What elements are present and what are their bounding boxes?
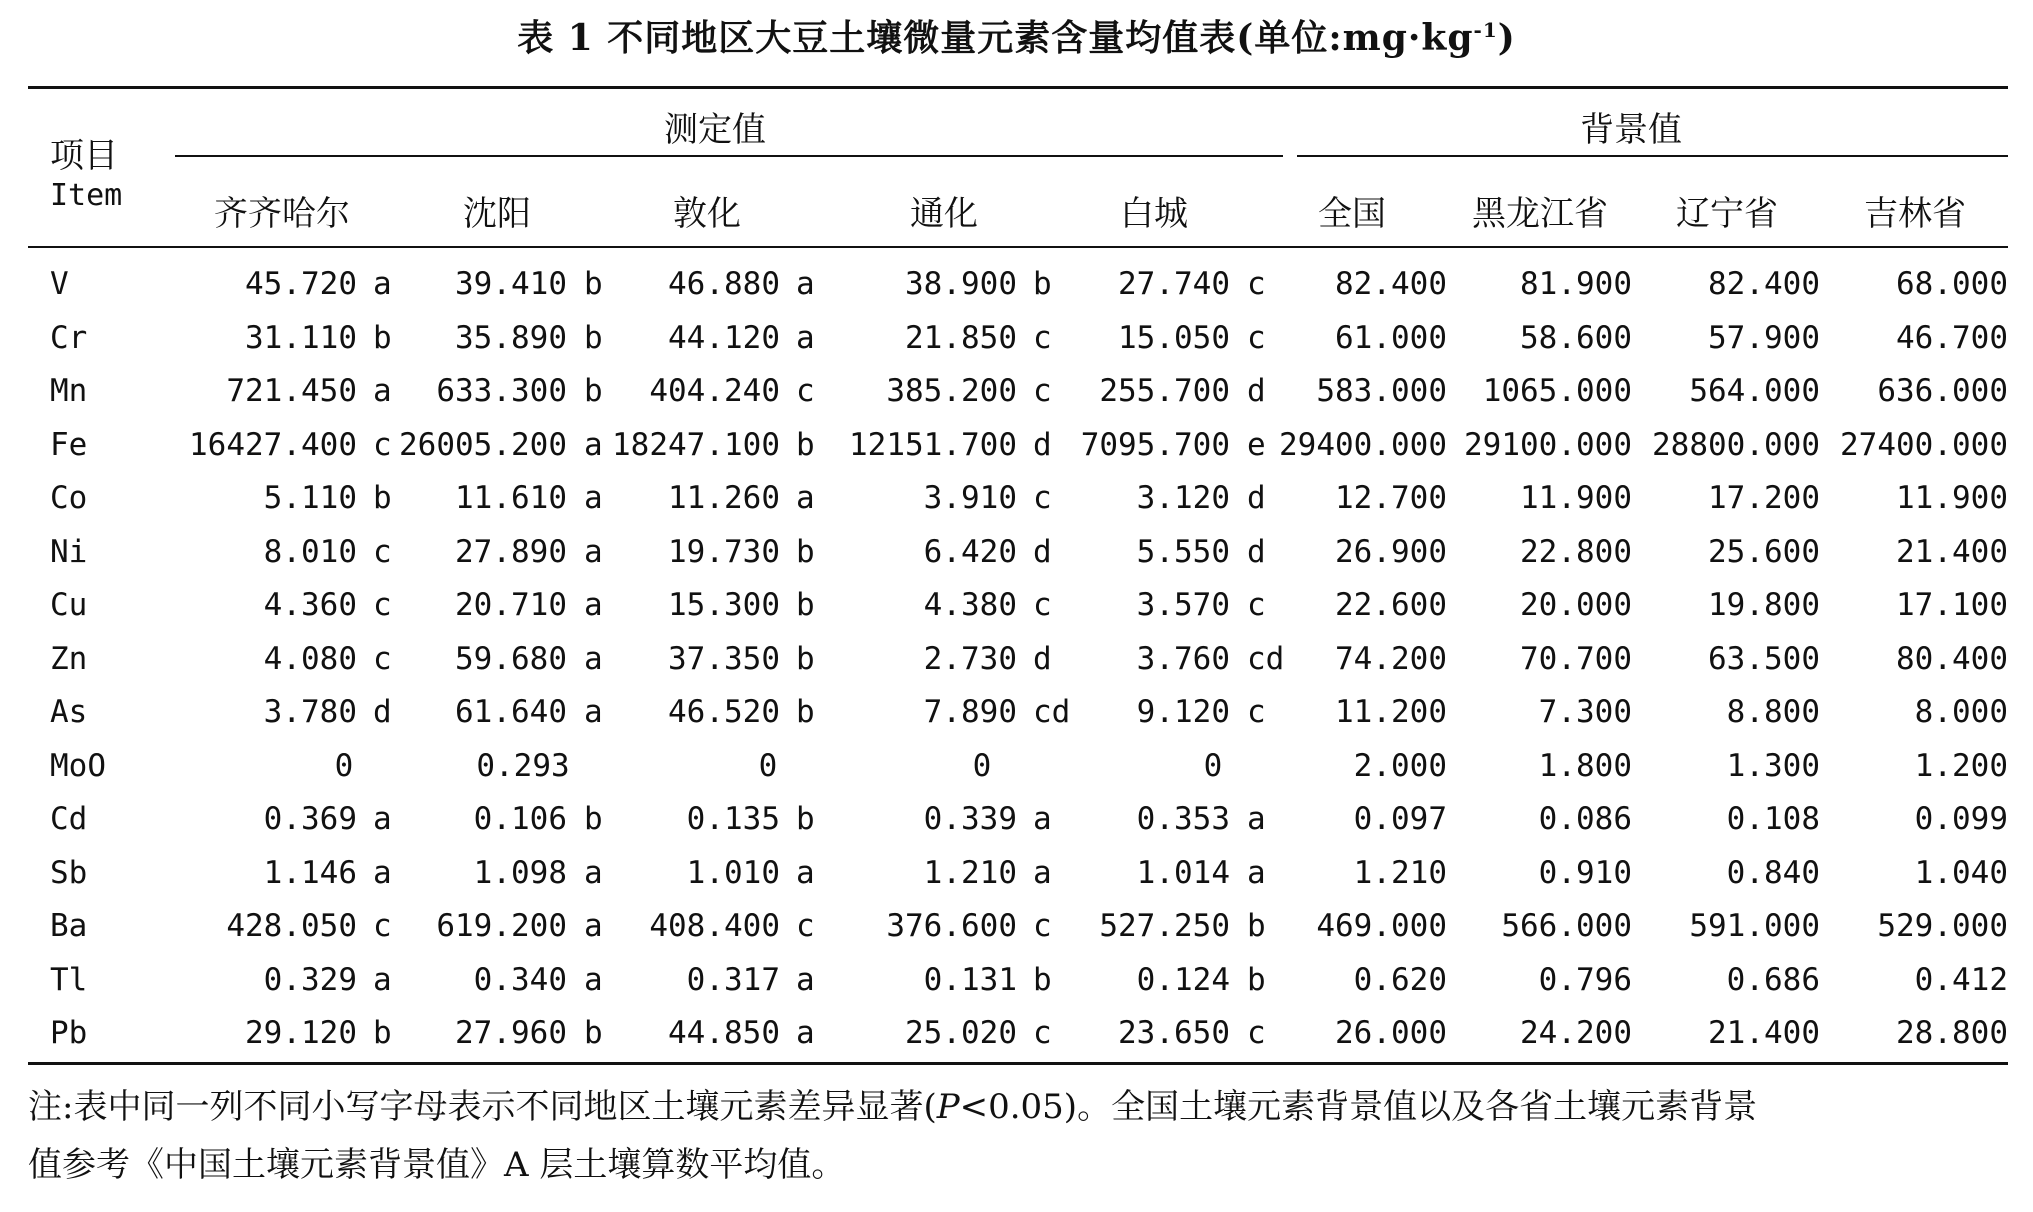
background-value: 28800.000 [1652, 426, 1820, 463]
measured-value: 27.740 [1118, 266, 1230, 302]
significance-letter: d [373, 694, 392, 730]
table-row [0, 312, 2033, 365]
significance-letter: c [1247, 587, 1266, 623]
measured-value: 46.520 [668, 694, 780, 730]
background-value: 20.000 [1520, 587, 1632, 623]
measured-value: 35.890 [455, 319, 567, 356]
measured-value: 0.293 [476, 747, 570, 784]
background-value: 21.400 [1896, 533, 2008, 570]
measured-value: 59.680 [455, 640, 567, 677]
significance-letter: b [373, 480, 392, 516]
significance-letter: a [796, 1015, 815, 1051]
significance-letter: d [1247, 480, 1266, 516]
measured-value: 0.124 [1136, 961, 1230, 998]
measured-value: 6.420 [923, 533, 1017, 570]
significance-letter: b [796, 533, 815, 570]
table-row [0, 686, 2033, 739]
measured-value: 23.650 [1118, 1015, 1230, 1051]
measured-value: 408.400 [649, 908, 780, 944]
background-value: 82.400 [1708, 266, 1820, 302]
column-header: 沈阳 [463, 194, 531, 234]
significance-letter: a [796, 854, 815, 891]
significance-letter: cd [1033, 694, 1071, 730]
significance-letter: a [584, 426, 603, 463]
significance-letter: b [584, 801, 603, 837]
measured-value: 1.014 [1136, 854, 1230, 891]
note-line-1 [28, 1078, 2008, 1136]
significance-letter: c [1247, 694, 1266, 730]
measured-value: 45.720 [245, 266, 357, 302]
measured-value: 0.131 [923, 961, 1017, 998]
background-value: 74.200 [1335, 640, 1447, 677]
background-value: 82.400 [1335, 266, 1447, 302]
measured-value: 11.260 [668, 480, 780, 516]
significance-letter: a [584, 961, 603, 998]
background-value: 583.000 [1316, 373, 1447, 409]
background-value: 591.000 [1689, 908, 1820, 944]
table-row [0, 579, 2033, 632]
caption-superscript: -1 [1473, 18, 1498, 42]
background-value: 1.800 [1538, 747, 1632, 784]
background-value: 0.108 [1726, 801, 1820, 837]
significance-letter: b [796, 801, 815, 837]
column-header: 敦化 [673, 194, 741, 234]
column-header: 白城 [1120, 194, 1188, 234]
significance-letter: b [584, 1015, 603, 1051]
measured-value: 3.120 [1136, 480, 1230, 516]
measured-value: 29.120 [245, 1015, 357, 1051]
measured-value: 0 [972, 747, 992, 784]
caption-suffix: ) [1497, 17, 1516, 59]
column-header: 黑龙江省 [1472, 194, 1608, 234]
measured-value: 385.200 [886, 373, 1017, 409]
item-cell: Ni [50, 533, 88, 570]
background-value: 0.686 [1726, 961, 1820, 998]
significance-letter: cd [1247, 640, 1285, 677]
significance-letter: c [373, 908, 392, 944]
background-value: 0.086 [1538, 801, 1632, 837]
measured-value: 3.910 [923, 480, 1017, 516]
significance-letter: a [373, 801, 392, 837]
measured-value: 0.106 [473, 801, 567, 837]
background-value: 22.800 [1520, 533, 1632, 570]
measured-value: 39.410 [455, 266, 567, 302]
significance-letter: a [1247, 801, 1266, 837]
significance-letter: b [584, 266, 603, 302]
note-line-2: 值参考《中国土壤元素背景值》A 层土壤算数平均值。 [28, 1145, 846, 1185]
background-value: 22.600 [1335, 587, 1447, 623]
item-cell: Co [50, 480, 88, 516]
header-bottom-rule [28, 246, 2008, 248]
significance-letter: c [1033, 319, 1052, 356]
significance-letter: a [1247, 854, 1266, 891]
background-value: 0.840 [1726, 854, 1820, 891]
table-row [0, 793, 2033, 846]
background-value: 17.200 [1708, 480, 1820, 516]
background-value: 68.000 [1896, 266, 2008, 302]
significance-letter: a [1033, 801, 1052, 837]
measured-value: 2.730 [923, 640, 1017, 677]
measured-value: 37.350 [668, 640, 780, 677]
measured-value: 5.550 [1136, 533, 1230, 570]
note-p-symbol: P [936, 1087, 960, 1127]
significance-letter: b [373, 319, 392, 356]
background-value: 11.900 [1520, 480, 1632, 516]
column-header: 齐齐哈尔 [214, 194, 350, 234]
table-row [0, 740, 2033, 793]
significance-letter: c [1247, 1015, 1266, 1051]
significance-letter: b [1247, 908, 1266, 944]
measured-value: 0.135 [686, 801, 780, 837]
measured-value: 633.300 [436, 373, 567, 409]
background-value: 11.200 [1335, 694, 1447, 730]
note-text-b: <0.05)。全国土壤元素背景值以及各省土壤元素背景 [959, 1087, 1758, 1127]
background-value: 7.300 [1538, 694, 1632, 730]
item-cell: MoO [50, 747, 106, 784]
measured-value: 12151.700 [849, 426, 1017, 463]
significance-letter: a [584, 640, 603, 677]
measured-value: 0 [1203, 747, 1223, 784]
measured-value: 46.880 [668, 266, 780, 302]
significance-letter: a [796, 961, 815, 998]
measured-value: 19.730 [668, 533, 780, 570]
measured-value: 18247.100 [612, 426, 780, 463]
top-rule [28, 86, 2008, 89]
significance-letter: c [1247, 266, 1266, 302]
measured-group-header: 测定值 [664, 110, 766, 150]
significance-letter: a [373, 266, 392, 302]
significance-letter: b [796, 694, 815, 730]
background-value: 1065.000 [1482, 373, 1632, 409]
note-text-a: 注:表中同一列不同小写字母表示不同地区土壤元素差异显著( [28, 1087, 937, 1127]
significance-letter: a [584, 587, 603, 623]
significance-letter: a [584, 908, 603, 944]
background-value: 27400.000 [1840, 426, 2008, 463]
significance-letter: d [1247, 533, 1266, 570]
item-cell: Zn [50, 640, 88, 677]
item-cell: Tl [50, 961, 88, 998]
measured-value: 9.120 [1136, 694, 1230, 730]
item-cell: Pb [50, 1015, 88, 1051]
background-value: 61.000 [1335, 319, 1447, 356]
measured-value: 721.450 [226, 373, 357, 409]
measured-value: 20.710 [455, 587, 567, 623]
background-value: 636.000 [1877, 373, 2008, 409]
background-value: 57.900 [1708, 319, 1820, 356]
background-value: 1.210 [1353, 854, 1447, 891]
significance-letter: a [1033, 854, 1052, 891]
measured-value: 16427.400 [189, 426, 357, 463]
background-value: 63.500 [1708, 640, 1820, 677]
background-value: 566.000 [1501, 908, 1632, 944]
significance-letter: a [373, 961, 392, 998]
measured-value: 7.890 [923, 694, 1017, 730]
significance-letter: b [373, 1015, 392, 1051]
background-value: 11.900 [1896, 480, 2008, 516]
significance-letter: a [373, 373, 392, 409]
measured-value: 0.340 [473, 961, 567, 998]
background-value: 1.200 [1914, 747, 2008, 784]
background-value: 58.600 [1520, 319, 1632, 356]
background-value: 28.800 [1896, 1015, 2008, 1051]
significance-letter: a [584, 480, 603, 516]
significance-letter: b [1033, 961, 1052, 998]
significance-letter: e [1247, 426, 1266, 463]
significance-letter: b [796, 640, 815, 677]
table-row [0, 526, 2033, 579]
background-value: 29100.000 [1464, 426, 1632, 463]
background-value: 8.000 [1914, 694, 2008, 730]
measured-value: 61.640 [455, 694, 567, 730]
item-cell: Fe [50, 426, 88, 463]
measured-value: 527.250 [1099, 908, 1230, 944]
table-row [0, 419, 2033, 472]
significance-letter: c [1033, 1015, 1052, 1051]
background-value: 21.400 [1708, 1015, 1820, 1051]
item-cell: Cd [50, 801, 88, 837]
significance-letter: c [373, 587, 392, 623]
background-value: 0.796 [1538, 961, 1632, 998]
measured-value: 619.200 [436, 908, 567, 944]
bottom-rule [28, 1062, 2008, 1065]
measured-value: 0 [758, 747, 778, 784]
measured-value: 428.050 [226, 908, 357, 944]
item-cell: Ba [50, 908, 88, 944]
significance-letter: a [796, 480, 815, 516]
column-header: 全国 [1318, 194, 1386, 234]
significance-letter: a [584, 854, 603, 891]
table-row [0, 954, 2033, 1007]
significance-letter: a [796, 319, 815, 356]
significance-letter: a [584, 694, 603, 730]
measured-value: 255.700 [1099, 373, 1230, 409]
column-header: 吉林省 [1864, 194, 1966, 234]
measured-value: 1.098 [473, 854, 567, 891]
background-group-header: 背景值 [1580, 110, 1682, 150]
table-row [0, 365, 2033, 418]
item-cell: As [50, 694, 88, 730]
caption-text: 表 1 不同地区大豆土壤微量元素含量均值表(单位:mg·kg [517, 17, 1474, 59]
table-row [0, 900, 2033, 953]
significance-letter: d [1033, 426, 1052, 463]
table-note [28, 1078, 2008, 1194]
background-group-rule [1297, 155, 2008, 157]
measured-value: 4.380 [923, 587, 1017, 623]
measured-value: 0.369 [263, 801, 357, 837]
background-value: 8.800 [1726, 694, 1820, 730]
measured-value: 3.760 [1136, 640, 1230, 677]
background-value: 1.300 [1726, 747, 1820, 784]
measured-value: 0 [334, 747, 354, 784]
measured-group-rule [175, 155, 1283, 157]
measured-value: 4.360 [263, 587, 357, 623]
significance-letter: b [584, 319, 603, 356]
table-row [0, 472, 2033, 525]
significance-letter: b [796, 587, 815, 623]
table-row [0, 1007, 2033, 1060]
column-header: 辽宁省 [1676, 194, 1778, 234]
measured-value: 3.780 [263, 694, 357, 730]
background-value: 1.040 [1914, 854, 2008, 891]
significance-letter: a [584, 533, 603, 570]
measured-value: 15.050 [1118, 319, 1230, 356]
measured-value: 8.010 [263, 533, 357, 570]
background-value: 0.620 [1353, 961, 1447, 998]
background-value: 26.000 [1335, 1015, 1447, 1051]
table-row [0, 633, 2033, 686]
significance-letter: d [1247, 373, 1266, 409]
measured-value: 1.210 [923, 854, 1017, 891]
measured-value: 44.850 [668, 1015, 780, 1051]
background-value: 17.100 [1896, 587, 2008, 623]
background-value: 469.000 [1316, 908, 1447, 944]
significance-letter: c [1033, 587, 1052, 623]
significance-letter: c [1033, 908, 1052, 944]
measured-value: 0.317 [686, 961, 780, 998]
background-value: 0.099 [1914, 801, 2008, 837]
measured-value: 376.600 [886, 908, 1017, 944]
measured-value: 5.110 [263, 480, 357, 516]
significance-letter: d [1033, 640, 1052, 677]
measured-value: 7095.700 [1080, 426, 1230, 463]
significance-letter: c [1247, 319, 1266, 356]
table-row [0, 847, 2033, 900]
significance-letter: b [796, 426, 815, 463]
background-value: 29400.000 [1279, 426, 1447, 463]
measured-value: 11.610 [455, 480, 567, 516]
measured-value: 1.146 [263, 854, 357, 891]
column-header: 通化 [910, 194, 978, 234]
background-value: 0.910 [1538, 854, 1632, 891]
significance-letter: c [1033, 373, 1052, 409]
significance-letter: c [373, 533, 392, 570]
measured-value: 26005.200 [399, 426, 567, 463]
significance-letter: b [584, 373, 603, 409]
background-value: 80.400 [1896, 640, 2008, 677]
item-cell: Mn [50, 373, 88, 409]
measured-value: 1.010 [686, 854, 780, 891]
item-cell: Sb [50, 854, 88, 891]
item-cell: Cr [50, 319, 88, 356]
measured-value: 3.570 [1136, 587, 1230, 623]
significance-letter: c [373, 426, 392, 463]
significance-letter: a [796, 266, 815, 302]
measured-value: 31.110 [245, 319, 357, 356]
background-value: 0.097 [1353, 801, 1447, 837]
measured-value: 27.960 [455, 1015, 567, 1051]
background-value: 564.000 [1689, 373, 1820, 409]
background-value: 12.700 [1335, 480, 1447, 516]
background-value: 24.200 [1520, 1015, 1632, 1051]
measured-value: 27.890 [455, 533, 567, 570]
background-value: 2.000 [1353, 747, 1447, 784]
significance-letter: c [373, 640, 392, 677]
measured-value: 38.900 [905, 266, 1017, 302]
item-header-en: Item [50, 178, 123, 213]
item-cell: Cu [50, 587, 88, 623]
measured-value: 0.353 [1136, 801, 1230, 837]
measured-value: 0.329 [263, 961, 357, 998]
measured-value: 15.300 [668, 587, 780, 623]
measured-value: 44.120 [668, 319, 780, 356]
background-value: 25.600 [1708, 533, 1820, 570]
significance-letter: b [1033, 266, 1052, 302]
measured-value: 21.850 [905, 319, 1017, 356]
background-value: 70.700 [1520, 640, 1632, 677]
table-caption [0, 10, 2033, 61]
significance-letter: c [1033, 480, 1052, 516]
background-value: 81.900 [1520, 266, 1632, 302]
significance-letter: c [796, 908, 815, 944]
background-value: 529.000 [1877, 908, 2008, 944]
significance-letter: c [796, 373, 815, 409]
background-value: 0.412 [1914, 961, 2008, 998]
significance-letter: d [1033, 533, 1052, 570]
background-value: 46.700 [1896, 319, 2008, 356]
item-cell: V [50, 266, 69, 302]
significance-letter: b [1247, 961, 1266, 998]
background-value: 19.800 [1708, 587, 1820, 623]
background-value: 26.900 [1335, 533, 1447, 570]
significance-letter: a [373, 854, 392, 891]
measured-value: 0.339 [923, 801, 1017, 837]
measured-value: 4.080 [263, 640, 357, 677]
measured-value: 25.020 [905, 1015, 1017, 1051]
measured-value: 404.240 [649, 373, 780, 409]
item-header-cn: 项目 [50, 136, 118, 176]
table-row [0, 258, 2033, 311]
